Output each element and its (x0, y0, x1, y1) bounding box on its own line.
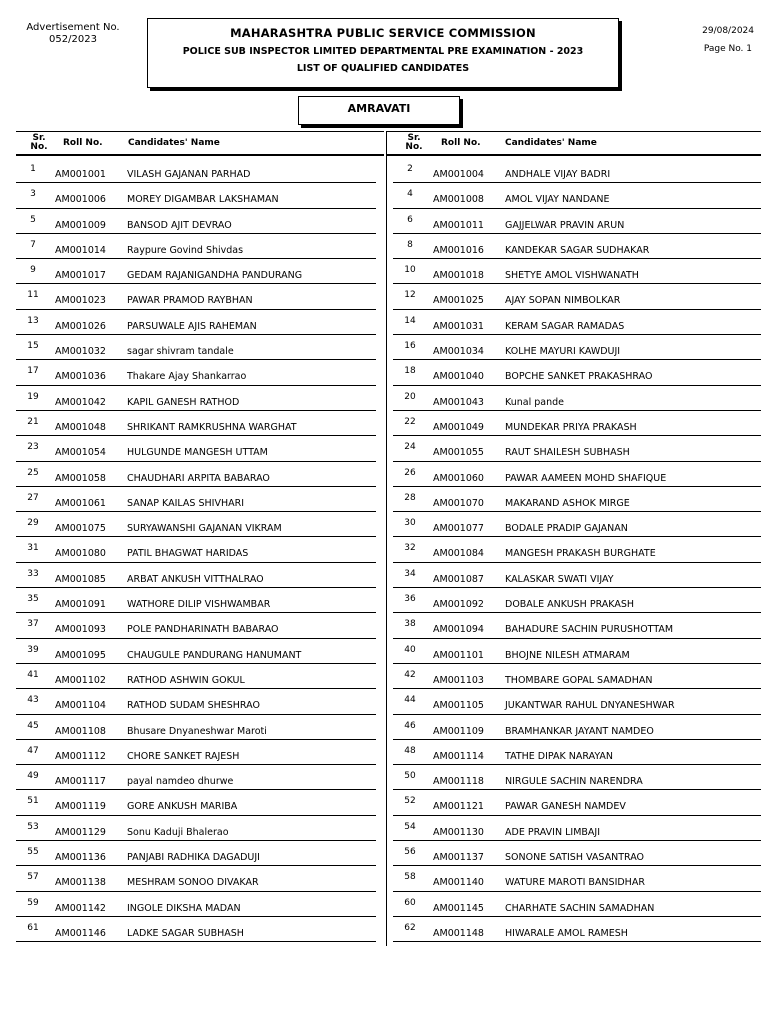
candidate-name: SONONE SATISH VASANTRAO (505, 852, 645, 864)
roll-number: AM001043 (433, 396, 484, 408)
roll-number: AM001084 (433, 548, 484, 560)
roll-number: AM001001 (55, 169, 106, 180)
candidate-name: GAJJELWAR PRAVIN ARUN (505, 219, 625, 231)
roll-number: AM001114 (433, 750, 484, 762)
candidate-name: WATHORE DILIP VISHWAMBAR (127, 599, 271, 611)
table-row (393, 588, 761, 613)
candidate-name: NIRGULE SACHIN NARENDRA (505, 776, 643, 788)
candidate-name: VILASH GAJANAN PARHAD (127, 169, 251, 180)
candidate-name: CHAUDHARI ARPITA BABARAO (127, 472, 270, 484)
publish-date: 29/08/2024 (702, 26, 754, 36)
candidate-name: GORE ANKUSH MARIBA (127, 801, 238, 813)
candidate-name: PANJABI RADHIKA DAGADUJI (127, 852, 260, 864)
advertisement-number (18, 22, 128, 46)
sr-number: 30 (404, 518, 416, 529)
candidate-name: MUNDEKAR PRIYA PRAKASH (505, 421, 637, 433)
sr-number: 46 (404, 720, 416, 731)
table-row (16, 563, 376, 588)
candidate-name: sagar shivram tandale (127, 346, 234, 358)
roll-number: AM001058 (55, 472, 106, 484)
candidate-name: BHOJNE NILESH ATMARAM (505, 649, 630, 661)
table-row (393, 639, 761, 664)
sr-number: 15 (27, 341, 39, 352)
roll-number: AM001118 (433, 776, 484, 788)
left-rows (16, 156, 384, 942)
table-row (16, 462, 376, 487)
sr-number: 35 (27, 594, 39, 605)
sr-number: 37 (27, 619, 39, 630)
sr-number: 14 (404, 315, 416, 326)
table-row (393, 335, 761, 360)
candidate-name: KANDEKAR SAGAR SUDHAKAR (505, 244, 650, 256)
sr-number: 39 (27, 644, 39, 655)
sr-number: 31 (27, 543, 39, 554)
sr-number: 42 (404, 669, 416, 680)
sr-number: 61 (27, 922, 39, 933)
title-box (147, 18, 619, 88)
table-row (393, 386, 761, 411)
roll-number: AM001095 (55, 649, 106, 661)
candidate-name: ADE PRAVIN LIMBAJI (505, 826, 601, 838)
header-candidate-name: Candidates' Name (128, 138, 220, 148)
table-row (16, 664, 376, 689)
candidate-name: CHARHATE SACHIN SAMADHAN (505, 902, 655, 914)
table-row (393, 512, 761, 537)
roll-number: AM001075 (55, 523, 106, 535)
roll-number: AM001040 (433, 371, 484, 383)
table-row (16, 917, 376, 942)
roll-number: AM001025 (433, 295, 484, 307)
sr-number: 6 (407, 214, 413, 225)
table-row (16, 183, 376, 208)
sr-number: 5 (30, 214, 36, 225)
roll-number: AM001094 (433, 624, 484, 636)
candidate-name: THOMBARE GOPAL SAMADHAN (505, 674, 653, 686)
roll-number: AM001108 (55, 725, 106, 737)
candidate-name: MANGESH PRAKASH BURGHATE (505, 548, 656, 560)
table-row (393, 284, 761, 309)
sr-number: 7 (30, 239, 36, 250)
sr-number: 8 (407, 239, 413, 250)
table-row (393, 816, 761, 841)
roll-number: AM001061 (55, 497, 106, 509)
roll-number: AM001014 (55, 244, 106, 256)
advertisement-label: Advertisement No. (26, 22, 120, 33)
sr-number: 48 (404, 745, 416, 756)
roll-number: AM001018 (433, 270, 484, 282)
candidate-name: PAWAR GANESH NAMDEV (505, 801, 626, 813)
roll-number: AM001101 (433, 649, 484, 661)
candidate-name: AMOL VIJAY NANDANE (505, 194, 610, 206)
candidate-name: SANAP KAILAS SHIVHARI (127, 497, 245, 509)
sr-number: 22 (404, 416, 416, 427)
roll-number: AM001087 (433, 573, 484, 585)
table-row (16, 765, 376, 790)
roll-number: AM001026 (55, 320, 106, 332)
candidate-name: KOLHE MAYURI KAWDUJI (505, 346, 621, 358)
candidate-name: CHAUGULE PANDURANG HANUMANT (127, 649, 302, 661)
sr-number: 45 (27, 720, 39, 731)
roll-number: AM001142 (55, 902, 106, 914)
candidate-name: RAUT SHAILESH SUBHASH (505, 447, 630, 459)
sr-number: 25 (27, 467, 39, 478)
header-candidate-name: Candidates' Name (505, 138, 597, 148)
table-row (16, 209, 376, 234)
table-row (393, 158, 761, 183)
sr-number: 44 (404, 695, 416, 706)
sr-number: 38 (404, 619, 416, 630)
roll-number: AM001034 (433, 346, 484, 358)
sr-number: 24 (404, 442, 416, 453)
roll-number: AM001117 (55, 776, 106, 788)
sr-number: 62 (404, 922, 416, 933)
table-row (16, 310, 376, 335)
candidate-name: MOREY DIGAMBAR LAKSHAMAN (127, 194, 279, 206)
candidate-name: SURYAWANSHI GAJANAN VIKRAM (127, 523, 282, 535)
candidate-name: BAHADURE SACHIN PURUSHOTTAM (505, 624, 674, 636)
candidate-name: BANSOD AJIT DEVRAO (127, 219, 232, 231)
sr-number: 3 (30, 189, 36, 200)
candidate-name: PARSUWALE AJIS RAHEMAN (127, 320, 257, 332)
sr-number: 53 (27, 821, 39, 832)
roll-number: AM001054 (55, 447, 106, 459)
candidate-name: INGOLE DIKSHA MADAN (127, 902, 241, 914)
roll-number: AM001023 (55, 295, 106, 307)
candidate-name: HIWARALE AMOL RAMESH (505, 927, 628, 939)
candidate-name: MESHRAM SONOO DIVAKAR (127, 877, 259, 889)
sr-number: 58 (404, 872, 416, 883)
right-rows (387, 156, 761, 942)
sr-number: 23 (27, 442, 39, 453)
table-row (16, 892, 376, 917)
candidate-name: MAKARAND ASHOK MIRGE (505, 497, 630, 509)
table-row (16, 386, 376, 411)
header-sr-no: Sr. No. (30, 133, 48, 152)
table-row (16, 715, 376, 740)
list-title: LIST OF QUALIFIED CANDIDATES (296, 63, 470, 74)
roll-number: AM001093 (55, 624, 106, 636)
sr-number: 55 (27, 847, 39, 858)
table-row (16, 487, 376, 512)
roll-number: AM001017 (55, 270, 106, 282)
roll-number: AM001130 (433, 826, 484, 838)
sr-number: 40 (404, 644, 416, 655)
header-sr-no: Sr. No. (405, 133, 423, 152)
roll-number: AM001048 (55, 421, 106, 433)
sr-number: 17 (27, 366, 39, 377)
header-roll-no: Roll No. (63, 138, 103, 148)
table-row (16, 335, 376, 360)
table-row (393, 310, 761, 335)
sr-number: 13 (27, 315, 39, 326)
sr-number: 11 (27, 290, 39, 301)
roll-number: AM001077 (433, 523, 484, 535)
sr-number: 26 (404, 467, 416, 478)
table-row (16, 866, 376, 891)
candidate-name: payal namdeo dhurwe (127, 776, 234, 788)
table-header (16, 131, 384, 156)
table-row (16, 284, 376, 309)
table-row (393, 209, 761, 234)
candidate-name: Kunal pande (505, 396, 565, 408)
sr-number: 12 (404, 290, 416, 301)
candidate-name: ARBAT ANKUSH VITTHALRAO (127, 573, 264, 585)
table-row (16, 639, 376, 664)
candidate-name: PAWAR PRAMOD RAYBHAN (127, 295, 253, 307)
page-title: MAHARASHTRA PUBLIC SERVICE COMMISSION (230, 26, 536, 40)
table-row (16, 689, 376, 714)
table-row (16, 537, 376, 562)
sr-number: 21 (27, 416, 39, 427)
roll-number: AM001140 (433, 877, 484, 889)
table-row (393, 917, 761, 942)
roll-number: AM001092 (433, 599, 484, 611)
table-row (393, 487, 761, 512)
candidate-name: JUKANTWAR RAHUL DNYANESHWAR (505, 700, 675, 712)
roll-number: AM001004 (433, 169, 484, 180)
sr-number: 54 (404, 821, 416, 832)
roll-number: AM001121 (433, 801, 484, 813)
header-roll-no: Roll No. (441, 138, 481, 148)
sr-number: 33 (27, 568, 39, 579)
sr-number: 51 (27, 796, 39, 807)
candidate-name: KERAM SAGAR RAMADAS (505, 320, 625, 332)
roll-number: AM001042 (55, 396, 106, 408)
roll-number: AM001070 (433, 497, 484, 509)
region-label: AMRAVATI (298, 96, 460, 125)
table-row (16, 411, 376, 436)
sr-number: 47 (27, 745, 39, 756)
sr-number: 56 (404, 847, 416, 858)
candidate-name: CHORE SANKET RAJESH (127, 750, 240, 762)
roll-number: AM001016 (433, 244, 484, 256)
table-row (393, 436, 761, 461)
candidate-name: HULGUNDE MANGESH UTTAM (127, 447, 268, 459)
roll-number: AM001055 (433, 447, 484, 459)
roll-number: AM001091 (55, 599, 106, 611)
table-row (16, 816, 376, 841)
roll-number: AM001146 (55, 927, 106, 939)
candidate-name: BOPCHE SANKET PRAKASHRAO (505, 371, 653, 383)
left-column-table (16, 131, 384, 946)
table-row (393, 892, 761, 917)
roll-number: AM001085 (55, 573, 106, 585)
right-column-table (386, 131, 761, 946)
sr-number: 16 (404, 341, 416, 352)
candidate-name: KAPIL GANESH RATHOD (127, 396, 240, 408)
table-row (393, 841, 761, 866)
table-row (393, 790, 761, 815)
roll-number: AM001148 (433, 927, 484, 939)
roll-number: AM001036 (55, 371, 106, 383)
table-row (393, 563, 761, 588)
table-row (393, 866, 761, 891)
table-row (393, 740, 761, 765)
roll-number: AM001011 (433, 219, 484, 231)
table-row (393, 234, 761, 259)
table-row (16, 259, 376, 284)
candidate-name: LADKE SAGAR SUBHASH (127, 927, 244, 939)
table-row (393, 183, 761, 208)
table-row (393, 537, 761, 562)
table-row (393, 689, 761, 714)
roll-number: AM001031 (433, 320, 484, 332)
page-number: Page No. 1 (703, 44, 752, 54)
table-row (16, 588, 376, 613)
sr-number: 59 (27, 897, 39, 908)
sr-number: 29 (27, 518, 39, 529)
sr-number: 27 (27, 492, 39, 503)
candidate-name: TATHE DIPAK NARAYAN (505, 750, 614, 762)
roll-number: AM001109 (433, 725, 484, 737)
roll-number: AM001145 (433, 902, 484, 914)
table-row (16, 158, 376, 183)
roll-number: AM001112 (55, 750, 106, 762)
candidate-name: POLE PANDHARINATH BABARAO (127, 624, 279, 636)
table-row (16, 512, 376, 537)
table-row (393, 411, 761, 436)
sr-number: 19 (27, 391, 39, 402)
sr-number: 10 (404, 265, 416, 276)
table-row (393, 664, 761, 689)
roll-number: AM001080 (55, 548, 106, 560)
sr-number: 57 (27, 872, 39, 883)
sr-number: 1 (30, 164, 36, 174)
sr-number: 2 (407, 164, 413, 174)
roll-number: AM001136 (55, 852, 106, 864)
candidate-name: PAWAR AAMEEN MOHD SHAFIQUE (505, 472, 667, 484)
exam-name: POLICE SUB INSPECTOR LIMITED DEPARTMENTAL PRE EXAMINATION - 2023 (182, 46, 584, 57)
sr-number: 4 (407, 189, 413, 200)
table-row (393, 765, 761, 790)
candidate-name: PATIL BHAGWAT HARIDAS (127, 548, 249, 560)
candidate-name: GEDAM RAJANIGANDHA PANDURANG (127, 270, 303, 282)
table-row (16, 436, 376, 461)
sr-number: 32 (404, 543, 416, 554)
candidate-name: BRAMHANKAR JAYANT NAMDEO (505, 725, 654, 737)
advertisement-value: 052/2023 (49, 34, 97, 45)
candidate-name: AJAY SOPAN NIMBOLKAR (505, 295, 621, 307)
candidate-name: Sonu Kaduji Bhalerao (127, 826, 229, 838)
candidate-name: SHRIKANT RAMKRUSHNA WARGHAT (127, 421, 297, 433)
table-row (16, 613, 376, 638)
roll-number: AM001104 (55, 700, 106, 712)
table-row (16, 234, 376, 259)
candidate-name: DOBALE ANKUSH PRAKASH (505, 599, 635, 611)
roll-number: AM001137 (433, 852, 484, 864)
sr-number: 50 (404, 771, 416, 782)
roll-number: AM001006 (55, 194, 106, 206)
candidate-name: SHETYE AMOL VISHWANATH (505, 270, 639, 282)
table-header (387, 131, 761, 156)
sr-number: 49 (27, 771, 39, 782)
sr-number: 60 (404, 897, 416, 908)
candidate-name: WATURE MAROTI BANSIDHAR (505, 877, 645, 889)
candidate-name: ANDHALE VIJAY BADRI (505, 169, 611, 180)
roll-number: AM001008 (433, 194, 484, 206)
sr-number: 9 (30, 265, 36, 276)
roll-number: AM001138 (55, 877, 106, 889)
table-row (393, 613, 761, 638)
table-row (393, 715, 761, 740)
roll-number: AM001060 (433, 472, 484, 484)
roll-number: AM001049 (433, 421, 484, 433)
candidate-name: Raypure Govind Shivdas (127, 244, 244, 256)
roll-number: AM001032 (55, 346, 106, 358)
candidate-name: BODALE PRADIP GAJANAN (505, 523, 628, 535)
sr-number: 52 (404, 796, 416, 807)
candidate-name: Thakare Ajay Shankarrao (127, 371, 247, 383)
sr-number: 28 (404, 492, 416, 503)
roll-number: AM001103 (433, 674, 484, 686)
table-row (16, 360, 376, 385)
roll-number: AM001102 (55, 674, 106, 686)
roll-number: AM001119 (55, 801, 106, 813)
roll-number: AM001105 (433, 700, 484, 712)
sr-number: 20 (404, 391, 416, 402)
table-row (16, 841, 376, 866)
candidate-name: RATHOD SUDAM SHESHRAO (127, 700, 260, 712)
sr-number: 34 (404, 568, 416, 579)
sr-number: 41 (27, 669, 39, 680)
table-row (393, 360, 761, 385)
roll-number: AM001009 (55, 219, 106, 231)
sr-number: 43 (27, 695, 39, 706)
table-row (16, 790, 376, 815)
sr-number: 18 (404, 366, 416, 377)
sr-number: 36 (404, 594, 416, 605)
candidate-name: RATHOD ASHWIN GOKUL (127, 674, 245, 686)
candidate-name: KALASKAR SWATI VIJAY (505, 573, 614, 585)
table-row (16, 740, 376, 765)
table-row (393, 259, 761, 284)
roll-number: AM001129 (55, 826, 106, 838)
candidate-name: Bhusare Dnyaneshwar Maroti (127, 725, 267, 737)
table-row (393, 462, 761, 487)
